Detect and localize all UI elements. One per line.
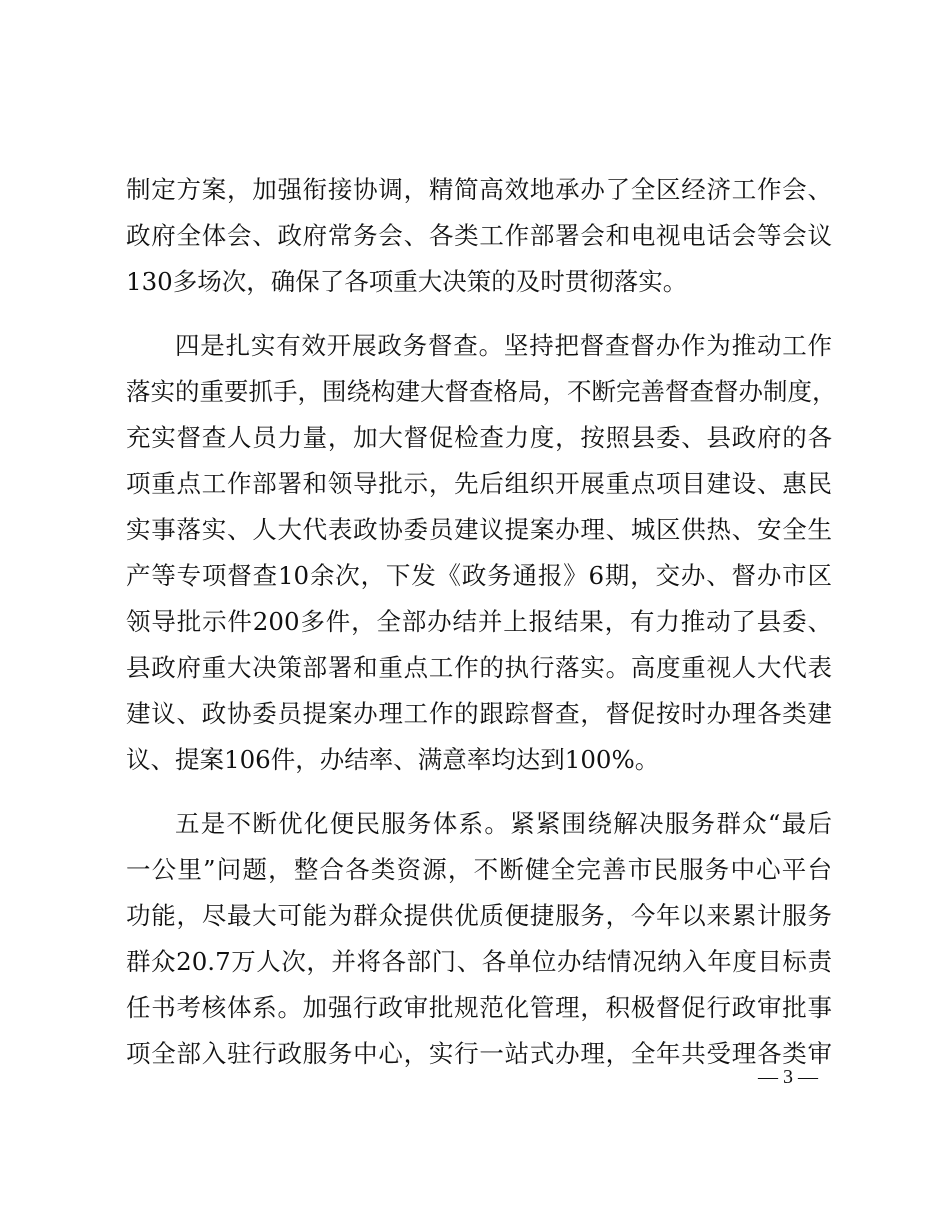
text-line: 政府全体会、政府常务会、各类工作部署会和电视电话会等会议 [126,221,832,250]
text-line: 建议、政协委员提案办理工作的跟踪督查，督促按时办理各类建 [126,699,832,728]
text-line: 充实督查人员力量，加大督促检查力度，按照县委、县政府的各 [126,423,832,452]
document-body [126,167,837,1095]
text-line: 一公里”问题，整合各类资源，不断健全完善市民服务中心平台 [126,855,832,884]
text-line: 四是扎实有效开展政务督查。坚持把督查督办作为推动工作 [175,331,832,360]
text-line: 实事落实、人大代表政协委员建议提案办理、城区供热、安全生 [126,515,832,544]
text-line: 议、提案106件，办结率、满意率均达到100%。 [126,745,660,774]
text-line: 任书考核体系。加强行政审批规范化管理，积极督促行政审批事 [126,993,832,1022]
text-line: 项重点工作部署和领导批示，先后组织开展重点项目建设、惠民 [126,469,832,498]
text-line: 五是不断优化便民服务体系。紧紧围绕解决服务群众“最后 [175,809,832,838]
paragraph-public-service [126,801,832,1077]
paragraph-meeting-service [126,167,832,305]
paragraph-supervision [126,323,837,783]
text-line: 县政府重大决策部署和重点工作的执行落实。高度重视人大代表 [126,653,832,682]
text-line: 制定方案，加强衔接协调，精简高效地承办了全区经济工作会、 [126,175,832,204]
text-line: 功能，尽最大可能为群众提供优质便捷服务，今年以来累计服务 [126,901,832,930]
text-line: 落实的重要抓手，围绕构建大督查格局，不断完善督查督办制度， [126,377,837,406]
text-line: 领导批示件200多件，全部办结并上报结果，有力推动了县委、 [126,607,832,636]
text-line: 群众20.7万人次，并将各部门、各单位办结情况纳入年度目标责 [126,947,832,976]
text-line: 项全部入驻行政服务中心，实行一站式办理，全年共受理各类审 [126,1039,832,1068]
text-line: 产等专项督查10余次，下发《政务通报》6期，交办、督办市区 [126,561,832,590]
page-number: — 3 — [758,1066,818,1088]
text-line: 130多场次，确保了各项重大决策的及时贯彻落实。 [126,267,688,296]
